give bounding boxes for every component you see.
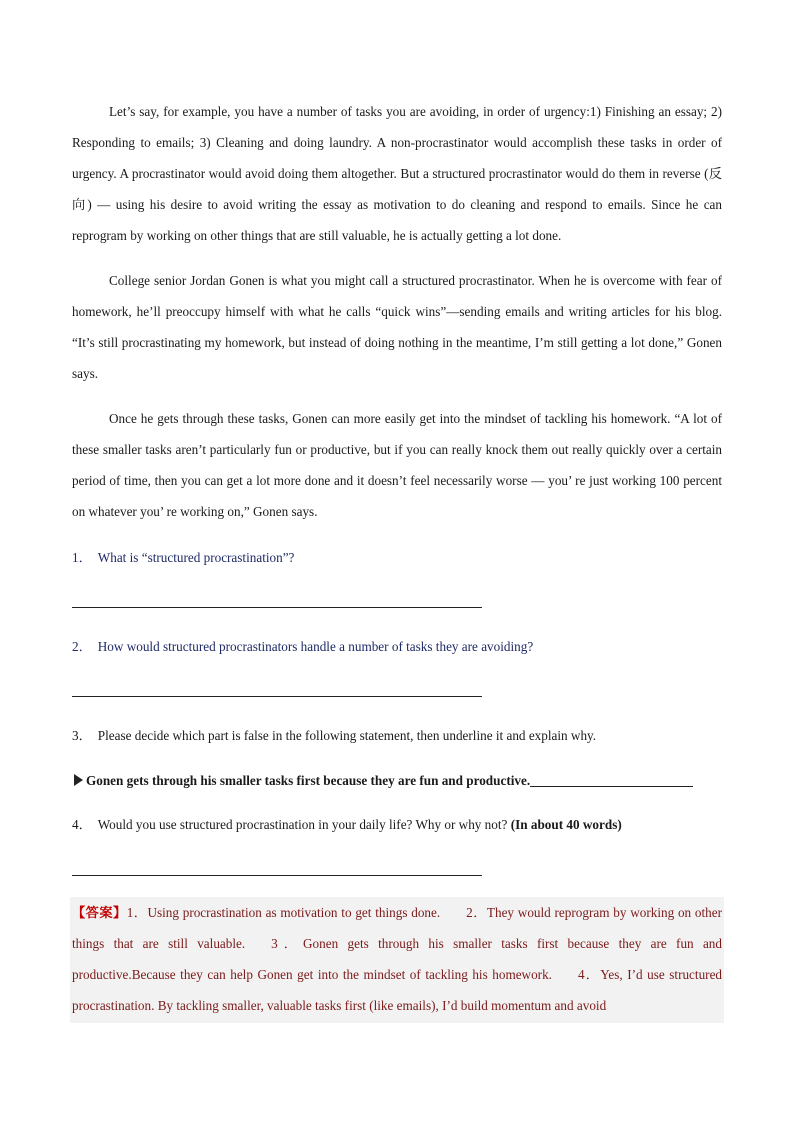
- passage-paragraph-3: Once he gets through these tasks, Gonen can more easily get into the mindset of tackling his homework. “A lot of these smaller tasks aren’t particularly fun or productive, but if you can really knock them out really quickly over a certain period of time, then you can get a lot more done and it doesn’t feel necessarily worse — you’ re just working 100 percent on whatever you’ re working on,” Gonen says.: [72, 411, 722, 519]
- answer-line-1[interactable]: [72, 607, 482, 608]
- passage-paragraph-2: College senior Jordan Gonen is what you might call a structured procrastinator. When he is overcome with fear of homework, he’ll preoccupy himself with what he calls “quick wins”—sending emails and writing articles for his blog. “It’s still procrastinating my homework, but instead of doing nothing in the meantime, I’m still getting a lot done,” Gonen says.: [72, 273, 722, 381]
- question-3-number: 3．: [72, 728, 92, 743]
- question-3-statement: [72, 771, 722, 791]
- question-3-text: Please decide which part is false in the following statement, then underline it and explain why.: [97, 728, 597, 743]
- answer-box: [70, 897, 724, 1023]
- question-4-word-limit: (In about 40 words): [510, 817, 622, 832]
- answer-1-number: 1．: [126, 905, 148, 920]
- answer-4-text: Yes, I’d use structured procrastination. By tackling smaller, valuable tasks first (like emails), I’d build momentum and avoid: [72, 967, 723, 1013]
- answer-4-number: 4．: [577, 967, 601, 982]
- answer-line-4[interactable]: [72, 875, 482, 876]
- question-1-text: What is “structured procrastination”?: [97, 550, 295, 565]
- question-2: [72, 637, 722, 657]
- question-4-text: Would you use structured procrastination in your daily life? Why or why not?: [97, 817, 508, 832]
- answer-3-number: 3．: [271, 936, 304, 951]
- answer-2-number: 2．: [466, 905, 487, 920]
- answer-blank-3[interactable]: [530, 785, 693, 787]
- answer-3-text: Gonen gets through his smaller tasks first because they are fun and productive.Because they can help Gonen get into the mindset of tackling his homework.: [72, 936, 722, 982]
- arrow-bullet-icon: [74, 774, 83, 786]
- question-4-number: 4．: [72, 817, 92, 832]
- answer-line-2[interactable]: [72, 696, 482, 697]
- passage-paragraph-1: Let’s say, for example, you have a number of tasks you are avoiding, in order of urgency:1) Finishing an essay; 2) Responding to emails; 3) Cleaning and doing laundry. A non-procrastinator would accomplish these tasks in order of urgency. A procrastinator would avoid doing them altogether. But a structured procrastinator would do them in reverse (反向) — using his desire to avoid writing the essay as motivation to do cleaning and respond to emails. Since he can reprogram by working on other things that are still valuable, he is actually getting a lot done.: [72, 104, 722, 243]
- answer-tag: 【答案】: [72, 905, 127, 920]
- question-3: [72, 726, 722, 746]
- question-2-number: 2．: [72, 639, 92, 654]
- question-1: [72, 548, 722, 568]
- question-4: [72, 815, 722, 835]
- question-1-number: 1．: [72, 550, 92, 565]
- question-2-text: How would structured procrastinators handle a number of tasks they are avoiding?: [97, 639, 534, 654]
- answer-line-a: [72, 897, 722, 1021]
- answer-1-text: Using procrastination as motivation to get things done.: [147, 905, 441, 920]
- question-3-statement-text: Gonen gets through his smaller tasks first because they are fun and productive.: [86, 773, 531, 788]
- answer-2-text: They would reprogram by working on other things that are still valuable.: [72, 905, 723, 951]
